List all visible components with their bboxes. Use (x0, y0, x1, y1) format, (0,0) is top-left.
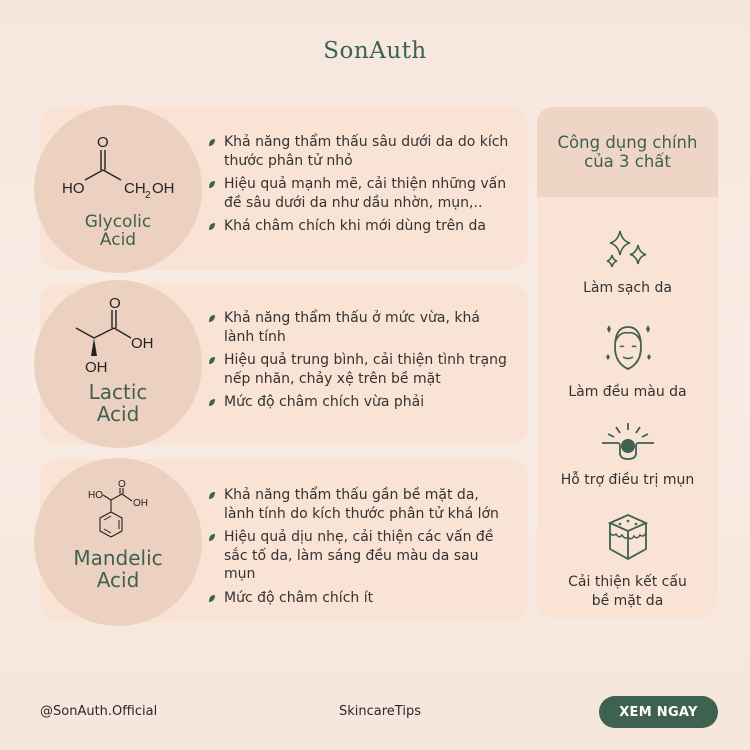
bullet-text: Khá châm chích khi mới dùng trên da (224, 218, 486, 234)
feature-label-line1: Làm đều màu da (568, 384, 687, 400)
list-item (208, 486, 512, 523)
lactic-acid-name (34, 382, 202, 425)
feature-label (537, 279, 718, 298)
mandelic-acid-card (40, 459, 528, 622)
list-item (208, 133, 512, 170)
leaf-bullet-icon (208, 533, 216, 542)
molecule-alpha-oh-label: OH (85, 359, 108, 376)
bullet-text: Khả năng thẩm thấu ở mức vừa, khá lành tính (224, 310, 480, 345)
glowing-face-icon (598, 317, 658, 379)
hashtag: SkincareTips (339, 704, 421, 719)
glycolic-molecule-diagram (34, 105, 202, 215)
pore-treatment-icon (596, 419, 660, 463)
feature-label-line1: Cải thiện kết cấu (568, 574, 687, 590)
lactic-acid-card (40, 283, 528, 445)
feature-texture (537, 507, 718, 610)
molecule-ho-label: HO (88, 490, 103, 501)
leaf-bullet-icon (208, 138, 216, 147)
feature-cleanse (537, 225, 718, 298)
leaf-bullet-icon (208, 180, 216, 189)
molecule-oxygen-label: O (97, 134, 109, 151)
feature-label-line2: bề mặt da (591, 592, 664, 609)
acid-name-line2: Acid (99, 230, 137, 251)
sidebar-title (537, 107, 718, 197)
acid-name-line1: Lactic (88, 380, 148, 404)
glycolic-acid-card (40, 107, 528, 270)
glycolic-acid-circle (34, 105, 202, 273)
molecule-methylene-label: CH (124, 180, 146, 197)
bullet-text: Mức độ châm chích vừa phải (224, 394, 425, 410)
brand-logo-text: SonAuth (323, 38, 427, 64)
benefits-sidebar (537, 107, 718, 618)
molecule-oxygen-label: O (109, 295, 121, 312)
list-item (208, 175, 512, 212)
list-item (208, 393, 512, 412)
bullet-text: Khả năng thẩm thấu sâu dưới da do kích thước phân tử nhỏ (224, 134, 509, 169)
feature-label (537, 573, 718, 610)
bullet-text: Hiệu quả dịu nhẹ, cải thiện các vấn đề sắc tố da, làm sáng đều màu da sau mụn (224, 529, 494, 582)
skin-layer-cube-icon (596, 507, 660, 565)
molecule-oh-label: OH (133, 498, 148, 509)
molecule-hydroxyl-label: HO (62, 180, 85, 197)
list-item (208, 309, 512, 346)
feature-label-line1: Hỗ trợ điều trị mụn (560, 472, 695, 488)
acid-name-line1: Glycolic (84, 212, 152, 232)
acid-name-line2: Acid (96, 567, 140, 592)
view-now-button[interactable]: XEM NGAY (599, 696, 718, 728)
list-item (208, 589, 512, 608)
mandelic-acid-circle (34, 458, 202, 626)
lactic-acid-circle (34, 280, 202, 448)
acid-name-line2: Acid (96, 401, 140, 426)
bullet-text: Khả năng thẩm thấu gần bề mặt da, lành tính do kích thước phân tử khá lớn (224, 487, 499, 522)
leaf-bullet-icon (208, 356, 216, 365)
leaf-bullet-icon (208, 222, 216, 231)
sidebar-title-line2: của 3 chất (584, 152, 671, 171)
molecule-methylene-subscript: 2 (145, 190, 151, 201)
mandelic-acid-name (34, 548, 202, 591)
leaf-bullet-icon (208, 491, 216, 500)
list-item (208, 217, 512, 236)
feature-even-tone (537, 317, 718, 402)
bullet-text: Hiệu quả mạnh mẽ, cải thiện những vấn đề sâu dưới da như dầu nhờn, mụn,.. (224, 176, 507, 211)
leaf-bullet-icon (208, 398, 216, 407)
lactic-molecule-diagram (34, 280, 202, 390)
molecule-oh-label: OH (152, 180, 175, 197)
glycolic-acid-name (34, 213, 202, 250)
feature-acne-support (537, 419, 718, 490)
molecule-acid-oh-label: OH (131, 335, 154, 352)
glycolic-benefits-list (208, 133, 512, 241)
list-item (208, 528, 512, 584)
feature-label (537, 383, 718, 402)
bullet-text: Hiệu quả trung bình, cải thiện tình trạng nếp nhăn, chảy xệ trên bề mặt (224, 352, 507, 387)
brand-logo (0, 38, 750, 64)
acid-name-line1: Mandelic (73, 546, 163, 570)
mandelic-benefits-list (208, 486, 512, 612)
sparkles-icon (598, 225, 658, 275)
feature-label-line1: Làm sạch da (583, 280, 672, 296)
sidebar-title-line1: Công dụng chính (557, 133, 698, 152)
leaf-bullet-icon (208, 594, 216, 603)
molecule-oxygen-label: O (118, 479, 126, 490)
lactic-benefits-list (208, 309, 512, 417)
list-item (208, 351, 512, 388)
bullet-text: Mức độ châm chích ít (224, 589, 374, 606)
feature-label (537, 471, 718, 490)
social-handle: @SonAuth.Official (40, 704, 158, 719)
leaf-bullet-icon (208, 314, 216, 323)
